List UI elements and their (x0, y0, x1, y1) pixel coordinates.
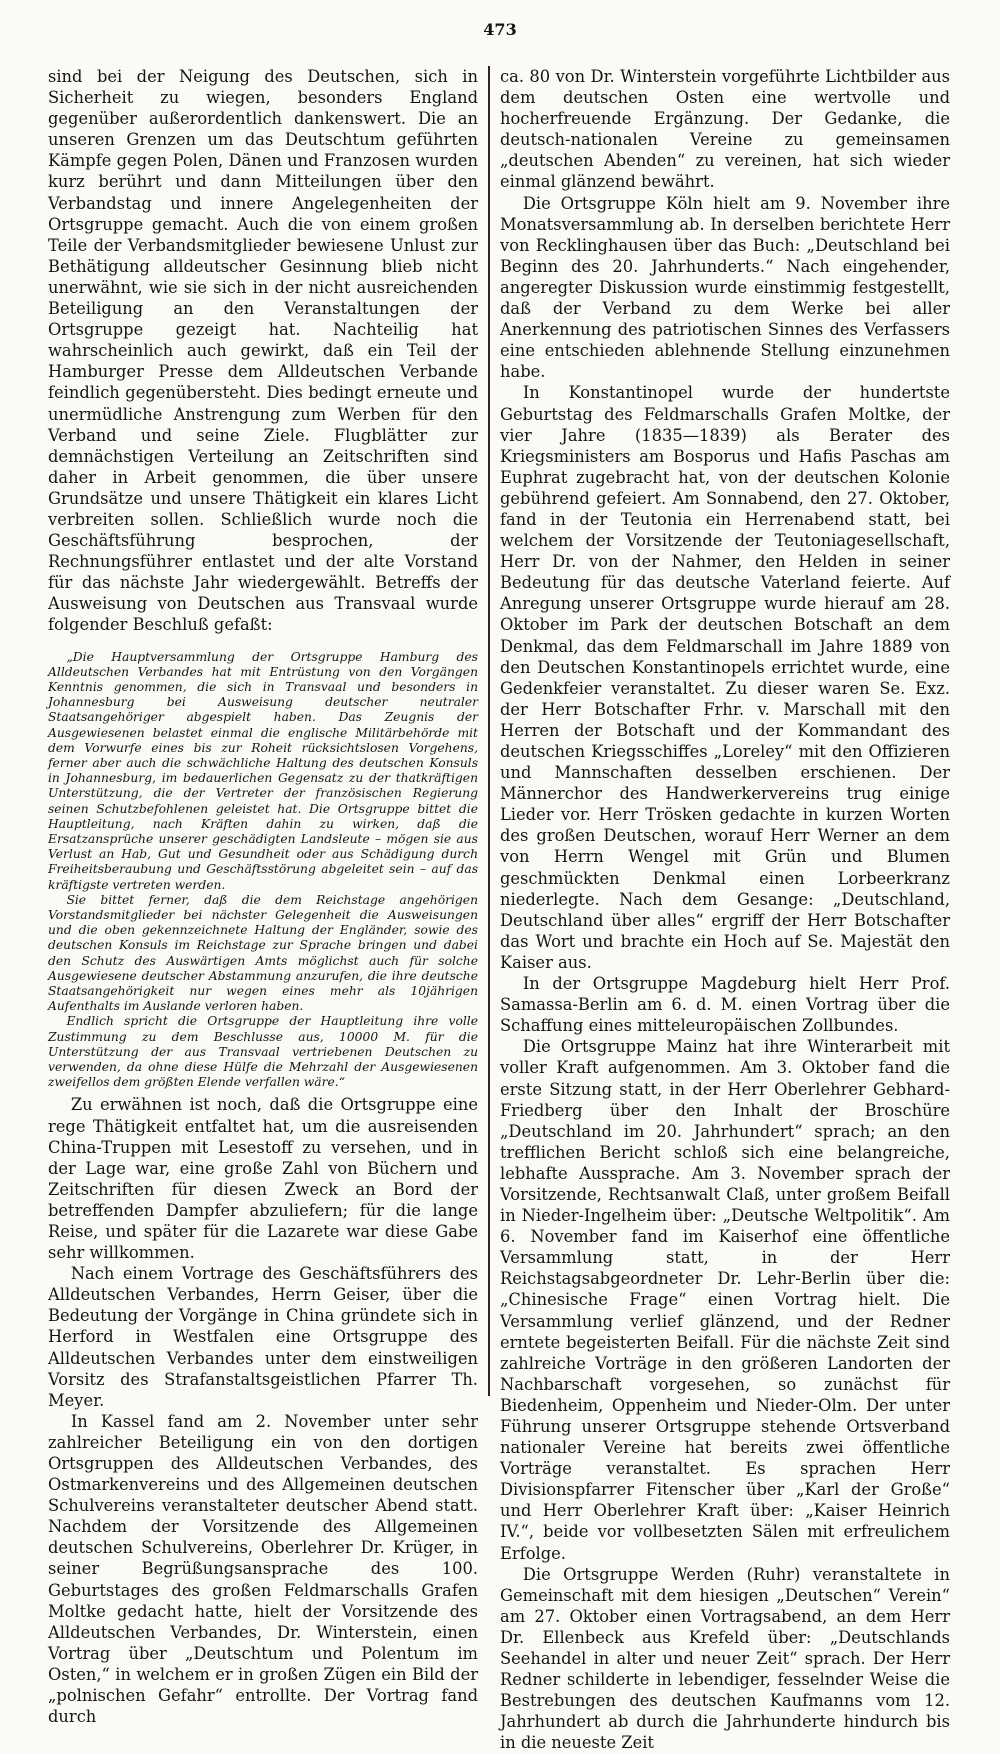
paragraph: ca. 80 von Dr. Winterstein vorgeführte Lichtbilder aus dem deutschen Osten eine wertvolle und hocherfreuende Ergänzung. Der Gedanke, die deutsch-nationalen Vereine zu gemeinsamen „deutschen Abenden“ zu vereinen, hat sich wieder einmal glänzend bewährt. (500, 67, 950, 192)
paragraph: sind bei der Neigung des Deutschen, sich in Sicherheit zu wiegen, besonders England gegenüber außerordentlich dankenswert. Die an unseren Grenzen um das Deutschtum geführten Kämpfe gegen Polen, Dänen und Franzosen wurden kurz berührt und dann Mitteilungen über den Verbandstag und innere Angelegenheiten der Ortsgruppe gemacht. Auch die von einem großen Teile der Verbandsmitglieder bewiesene Unlust zur Bethätigung alldeutscher Gesinnung blieb nicht unerwähnt, wie sie sich in der nicht ausreichenden Beteiligung an den Veranstaltungen der Ortsgruppe gezeigt hat. Nachteilig hat wahrscheinlich auch gewirkt, daß ein Teil der Hamburger Presse dem Alldeutschen Verbande feindlich gegenübersteht. Dies bedingt erneute und unermüdliche Anstrengung zum Werben für den Verband und seine Ziele. Flugblätter zur demnächstigen Verteilung an Zeitschriften sind daher in Arbeit genommen, die über unsere Grundsätze und unsere Thätigkeit ein klares Licht verbreiten sollen. Schließlich wurde noch die Geschäftsführung besprochen, der Rechnungsführer entlastet und der alte Vorstand für das nächste Jahr wiedergewählt. Betreffs der Ausweisung von Deutschen aus Transvaal wurde folgender Beschluß gefaßt: (48, 67, 478, 635)
resolution-quote: Sie bittet ferner, daß die dem Reichstage angehörigen Vorstandsmitglieder bei nächster Gelegenheit die Ausweisungen und die oben gekennzeichnete Haltung der Engländer, sowie des deutschen Konsuls im Reichstage zur Sprache bringen und dabei den Schutz des Auswärtigen Amts möglichst auch für solche Ausgewiesene deutscher Abstammung anzurufen, die ihre deutsche Staatsangehörigkeit nur wegen eines mehr als 10jährigen Aufenthalts im Auslande verloren haben. (48, 892, 478, 1014)
left-column (48, 66, 478, 1727)
paragraph: Zu erwähnen ist noch, daß die Ortsgruppe eine rege Thätigkeit entfaltet hat, um die ausreisenden China-Truppen mit Lesestoff zu versehen, und in der Lage war, eine große Zahl von Büchern und Zeitschriften für diesen Zweck an Bord der betreffenden Dampfer abzuliefern; für die lange Reise, und später für die Lazarete war diese Gabe sehr willkommen. (48, 1095, 478, 1263)
column-divider (488, 66, 490, 1396)
resolution-quote: „Die Hauptversammlung der Ortsgruppe Hamburg des Alldeutschen Verbandes hat mit Entrüstung von den Vorgängen Kenntnis genommen, die sich in Transvaal und besonders in Johannesburg bei Ausweisung deutscher neutraler Staatsangehöriger abgespielt haben. Das Zeugnis der Ausgewiesenen belastet einmal die englische Militärbehörde mit dem Vorwurfe eines bis zur Roheit rücksichtslosen Vorgehens, ferner aber auch die schwächliche Haltung des deutschen Konsuls in Johannesburg, im bedauerlichen Gegensatz zu der thatkräftigen Unterstützung, die der Vertreter der französischen Regierung seinen Schutzbefohlenen geleistet hat. Die Ortsgruppe bittet die Hauptleitung, nach Kräften dahin zu wirken, daß die Ersatzansprüche unserer geschädigten Landsleute – mögen sie aus Verlust an Hab, Gut und Gesundheit oder aus Schädigung durch Freiheitsberaubung und Geschäftsstörung abgeleitet sein – auf das kräftigste vertreten werden. (48, 649, 478, 892)
page-number: 473 (483, 20, 517, 39)
paragraph: In Konstantinopel wurde der hundertste Geburtstag des Feldmarschalls Grafen Moltke, der vier Jahre (1835—1839) als Berater des Kriegsministers am Bosporus und Hafis Paschas am Euphrat zugebracht hat, von der deutschen Kolonie gebührend gefeiert. Am Sonnabend, den 27. Oktober, fand in der Teutonia ein Herrenabend statt, bei welchem der Vorsitzende der Teutoniagesellschaft, Herr Dr. von der Nahmer, den Helden in seiner Bedeutung für das deutsche Vaterland feierte. Auf Anregung unserer Ortsgruppe wurde hierauf am 28. Oktober im Park der deutschen Botschaft an dem Denkmal, das dem Feldmarschall im Jahre 1889 von den Deutschen Konstantinopels errichtet wurde, eine Gedenkfeier veranstaltet. Zu dieser waren Se. Exz. der Herr Botschafter Frhr. v. Marschall mit den Herren der Botschaft und der Kommandant des deutschen Kriegsschiffes „Loreley“ mit den Offizieren und Mannschaften desselben erschienen. Der Männerchor des Handwerkervereins trug einige Lieder vor. Herr Trösken gedachte in kurzen Worten des großen Deutschen, worauf Herr Werner an dem von Herrn Wengel mit Grün und Blumen geschmückten Denkmal einen Lorbeerkranz niederlegte. Nach dem Gesange: „Deutschland, Deutschland über alles“ ergriff der Herr Botschafter das Wort und brachte ein Hoch auf Se. Majestät den Kaiser aus. (500, 383, 950, 972)
right-column (500, 66, 950, 1753)
paragraph: Die Ortsgruppe Köln hielt am 9. November ihre Monatsversammlung ab. In derselben berichtete Herr von Recklinghausen über das Buch: „Deutschland bei Beginn des 20. Jahrhunderts.“ Nach eingehender, angeregter Diskussion wurde einstimmig festgestellt, daß der Verband zu dem Werke bei aller Anerkennung des patriotischen Sinnes des Verfassers eine entschieden ablehnende Stellung einzunehmen habe. (500, 193, 950, 382)
resolution-quote: Endlich spricht die Ortsgruppe der Hauptleitung ihre volle Zustimmung zu dem Beschlusse aus, 10000 M. für die Unterstützung der aus Transvaal vertriebenen Deutschen zu verwenden, da ohne diese Hülfe die Mehrzahl der Ausgewiesenen zweifellos dem größten Elende verfallen wäre.“ (48, 1014, 478, 1090)
paragraph: Die Ortsgruppe Mainz hat ihre Winterarbeit mit voller Kraft aufgenommen. Am 3. Oktober fand die erste Sitzung statt, in der Herr Oberlehrer Gebhard-Friedberg über den Inhalt der Broschüre „Deutschland im 20. Jahrhundert“ sprach; an den trefflichen Bericht schloß sich eine belangreiche, lebhafte Aussprache. Am 3. November sprach der Vorsitzende, Rechtsanwalt Claß, unter großem Beifall in Nieder-Ingelheim über: „Deutsche Weltpolitik“. Am 6. November fand im Kaiserhof eine öffentliche Versammlung statt, in der Herr Reichstagsabgeordneter Dr. Lehr-Berlin über die: „Chinesische Frage“ einen Vortrag hielt. Die Versammlung verlief glänzend, und der Redner erntete begeisterten Beifall. Für die nächste Zeit sind zahlreiche Vorträge in den größeren Landorten der Nachbarschaft vorgesehen, so zunächst für Biedenheim, Oppenheim und Nieder-Olm. Der unter Führung unserer Ortsgruppe stehende Ortsverband nationaler Vereine hat bereits zwei öffentliche Vorträge veranstaltet. Es sprachen Herr Divisionspfarrer Fitenscher über „Karl der Große“ und Herr Oberlehrer Kraft über: „Kaiser Heinrich IV.“, beide vor vollbesetzten Sälen mit erfreulichem Erfolge. (500, 1037, 950, 1563)
paragraph: In der Ortsgruppe Magdeburg hielt Herr Prof. Samassa-Berlin am 6. d. M. einen Vortrag über die Schaffung eines mitteleuropäischen Zollbundes. (500, 974, 950, 1036)
paragraph: Nach einem Vortrage des Geschäftsführers des Alldeutschen Verbandes, Herrn Geiser, über die Bedeutung der Vorgänge in China gründete sich in Herford in Westfalen eine Ortsgruppe des Alldeutschen Verbandes unter dem einstweiligen Vorsitz des Strafanstaltsgeistlichen Pfarrer Th. Meyer. (48, 1264, 478, 1410)
paragraph: In Kassel fand am 2. November unter sehr zahlreicher Beteiligung ein von den dortigen Ortsgruppen des Alldeutschen Verbandes, des Ostmarkenvereins und des Allgemeinen deutschen Schulvereins veranstalteter deutscher Abend statt. Nachdem der Vorsitzende des Allgemeinen deutschen Schulvereins, Oberlehrer Dr. Krüger, in seiner Begrüßungsansprache des 100. Geburtstages des großen Feldmarschalls Grafen Moltke gedacht hatte, hielt der Vorsitzende des Alldeutschen Verbandes, Dr. Winterstein, einen Vortrag über „Deutschtum und Polentum im Osten,“ in welchem er in großen Zügen ein Bild der „polnischen Gefahr“ entrollte. Der Vortrag fand durch (48, 1411, 478, 1727)
paragraph: Die Ortsgruppe Werden (Ruhr) veranstaltete in Gemeinschaft mit dem hiesigen „Deutschen“ Verein“ am 27. Oktober einen Vortragsabend, an dem Herr Dr. Ellenbeck aus Krefeld über: „Deutschlands Seehandel in alter und neuer Zeit“ sprach. Der Herr Redner schilderte in lebendiger, fesselnder Weise die Bestrebungen des deutschen Kaufmanns vom 12. Jahrhundert ab durch die Jahrhunderte hindurch bis in die neueste Zeit (500, 1564, 950, 1753)
